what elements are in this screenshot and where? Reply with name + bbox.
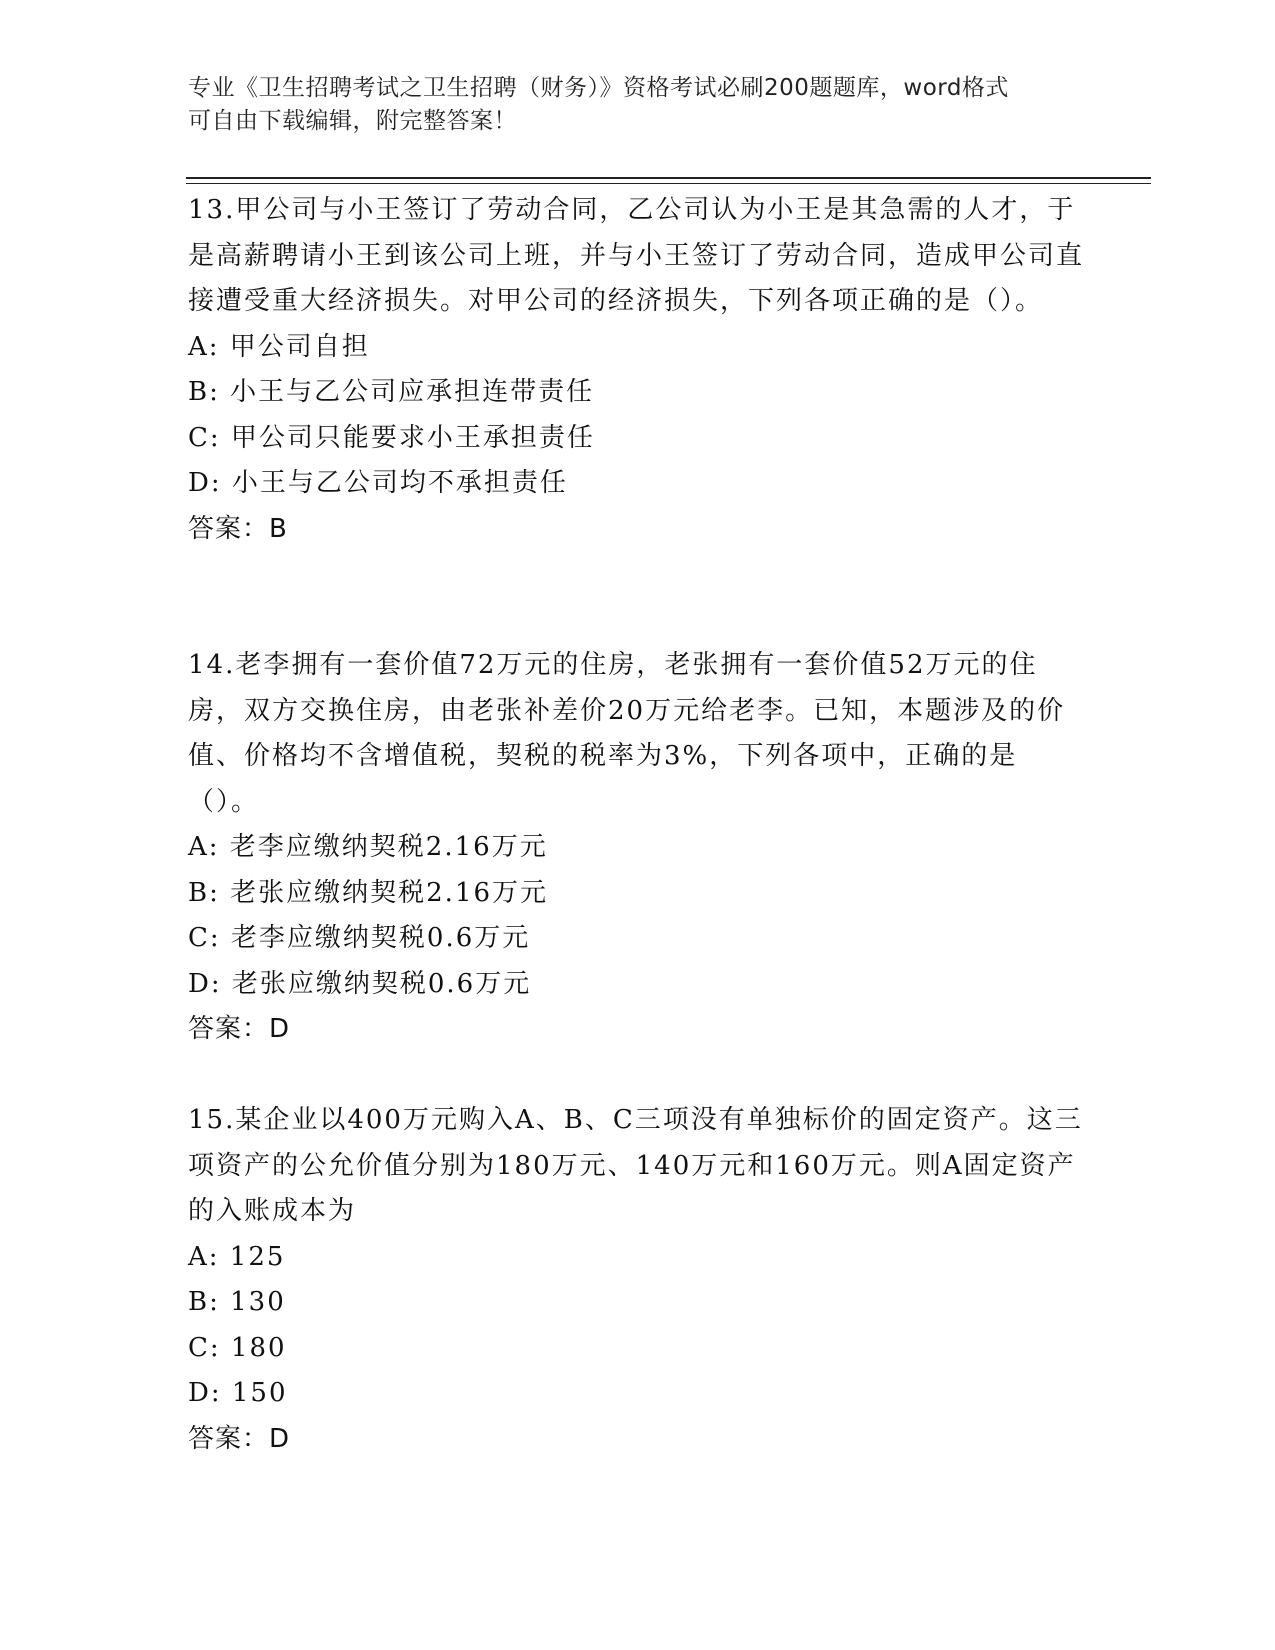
header-divider-thin — [186, 183, 1151, 184]
option-c: C: 甲公司只能要求小王承担责任 — [188, 422, 595, 453]
header-line-1: 专业《卫生招聘考试之卫生招聘（财务）》资格考试必刷200题题库，word格式 — [188, 75, 1009, 101]
answer-label: 答案：B — [188, 513, 288, 544]
question-stem: 14.老李拥有一套价值72万元的住房，老张拥有一套价值52万元的住房，双方交换住房，由老张补差价20万元给老李。已知，本题涉及的价值、价格均不含增值税，契税的税率为3%，下列各项中，正确的是（）。 — [188, 650, 1066, 817]
option-b: B: 小王与乙公司应承担连带责任 — [188, 377, 595, 407]
document-header — [188, 72, 1068, 138]
header-divider-thick — [186, 177, 1151, 179]
question-14 — [188, 643, 1088, 1053]
option-d: D: 老张应缴纳契税0.6万元 — [188, 968, 532, 999]
option-b: B: 老张应缴纳契税2.16万元 — [188, 877, 549, 908]
option-a: A: 甲公司自担 — [188, 331, 370, 362]
question-15 — [188, 1098, 1088, 1462]
option-c: C: 180 — [188, 1332, 287, 1363]
question-stem: 15.某企业以400万元购入A、B、C三项没有单独标价的固定资产。这三项资产的公允价值分别为180万元、140万元和160万元。则A固定资产的入账成本为 — [188, 1105, 1083, 1226]
option-a: A: 老李应缴纳契税2.16万元 — [188, 832, 548, 862]
answer-label: 答案：D — [188, 1423, 291, 1454]
option-d: D: 150 — [188, 1378, 288, 1408]
header-line-2: 可自由下载编辑，附完整答案！ — [188, 108, 517, 134]
option-c: C: 老李应缴纳契税0.6万元 — [188, 923, 531, 953]
option-b: B: 130 — [188, 1287, 286, 1317]
answer-label: 答案：D — [188, 1014, 291, 1044]
question-13 — [188, 188, 1088, 552]
option-d: D: 小王与乙公司均不承担责任 — [188, 468, 568, 498]
question-stem: 13.甲公司与小王签订了劳动合同，乙公司认为小王是其急需的人才，于是高薪聘请小王到该公司上班，并与小王签订了劳动合同，造成甲公司直接遭受重大经济损失。对甲公司的经济损失，下列各项正确的是（）。 — [188, 195, 1085, 316]
option-a: A: 125 — [188, 1241, 286, 1272]
